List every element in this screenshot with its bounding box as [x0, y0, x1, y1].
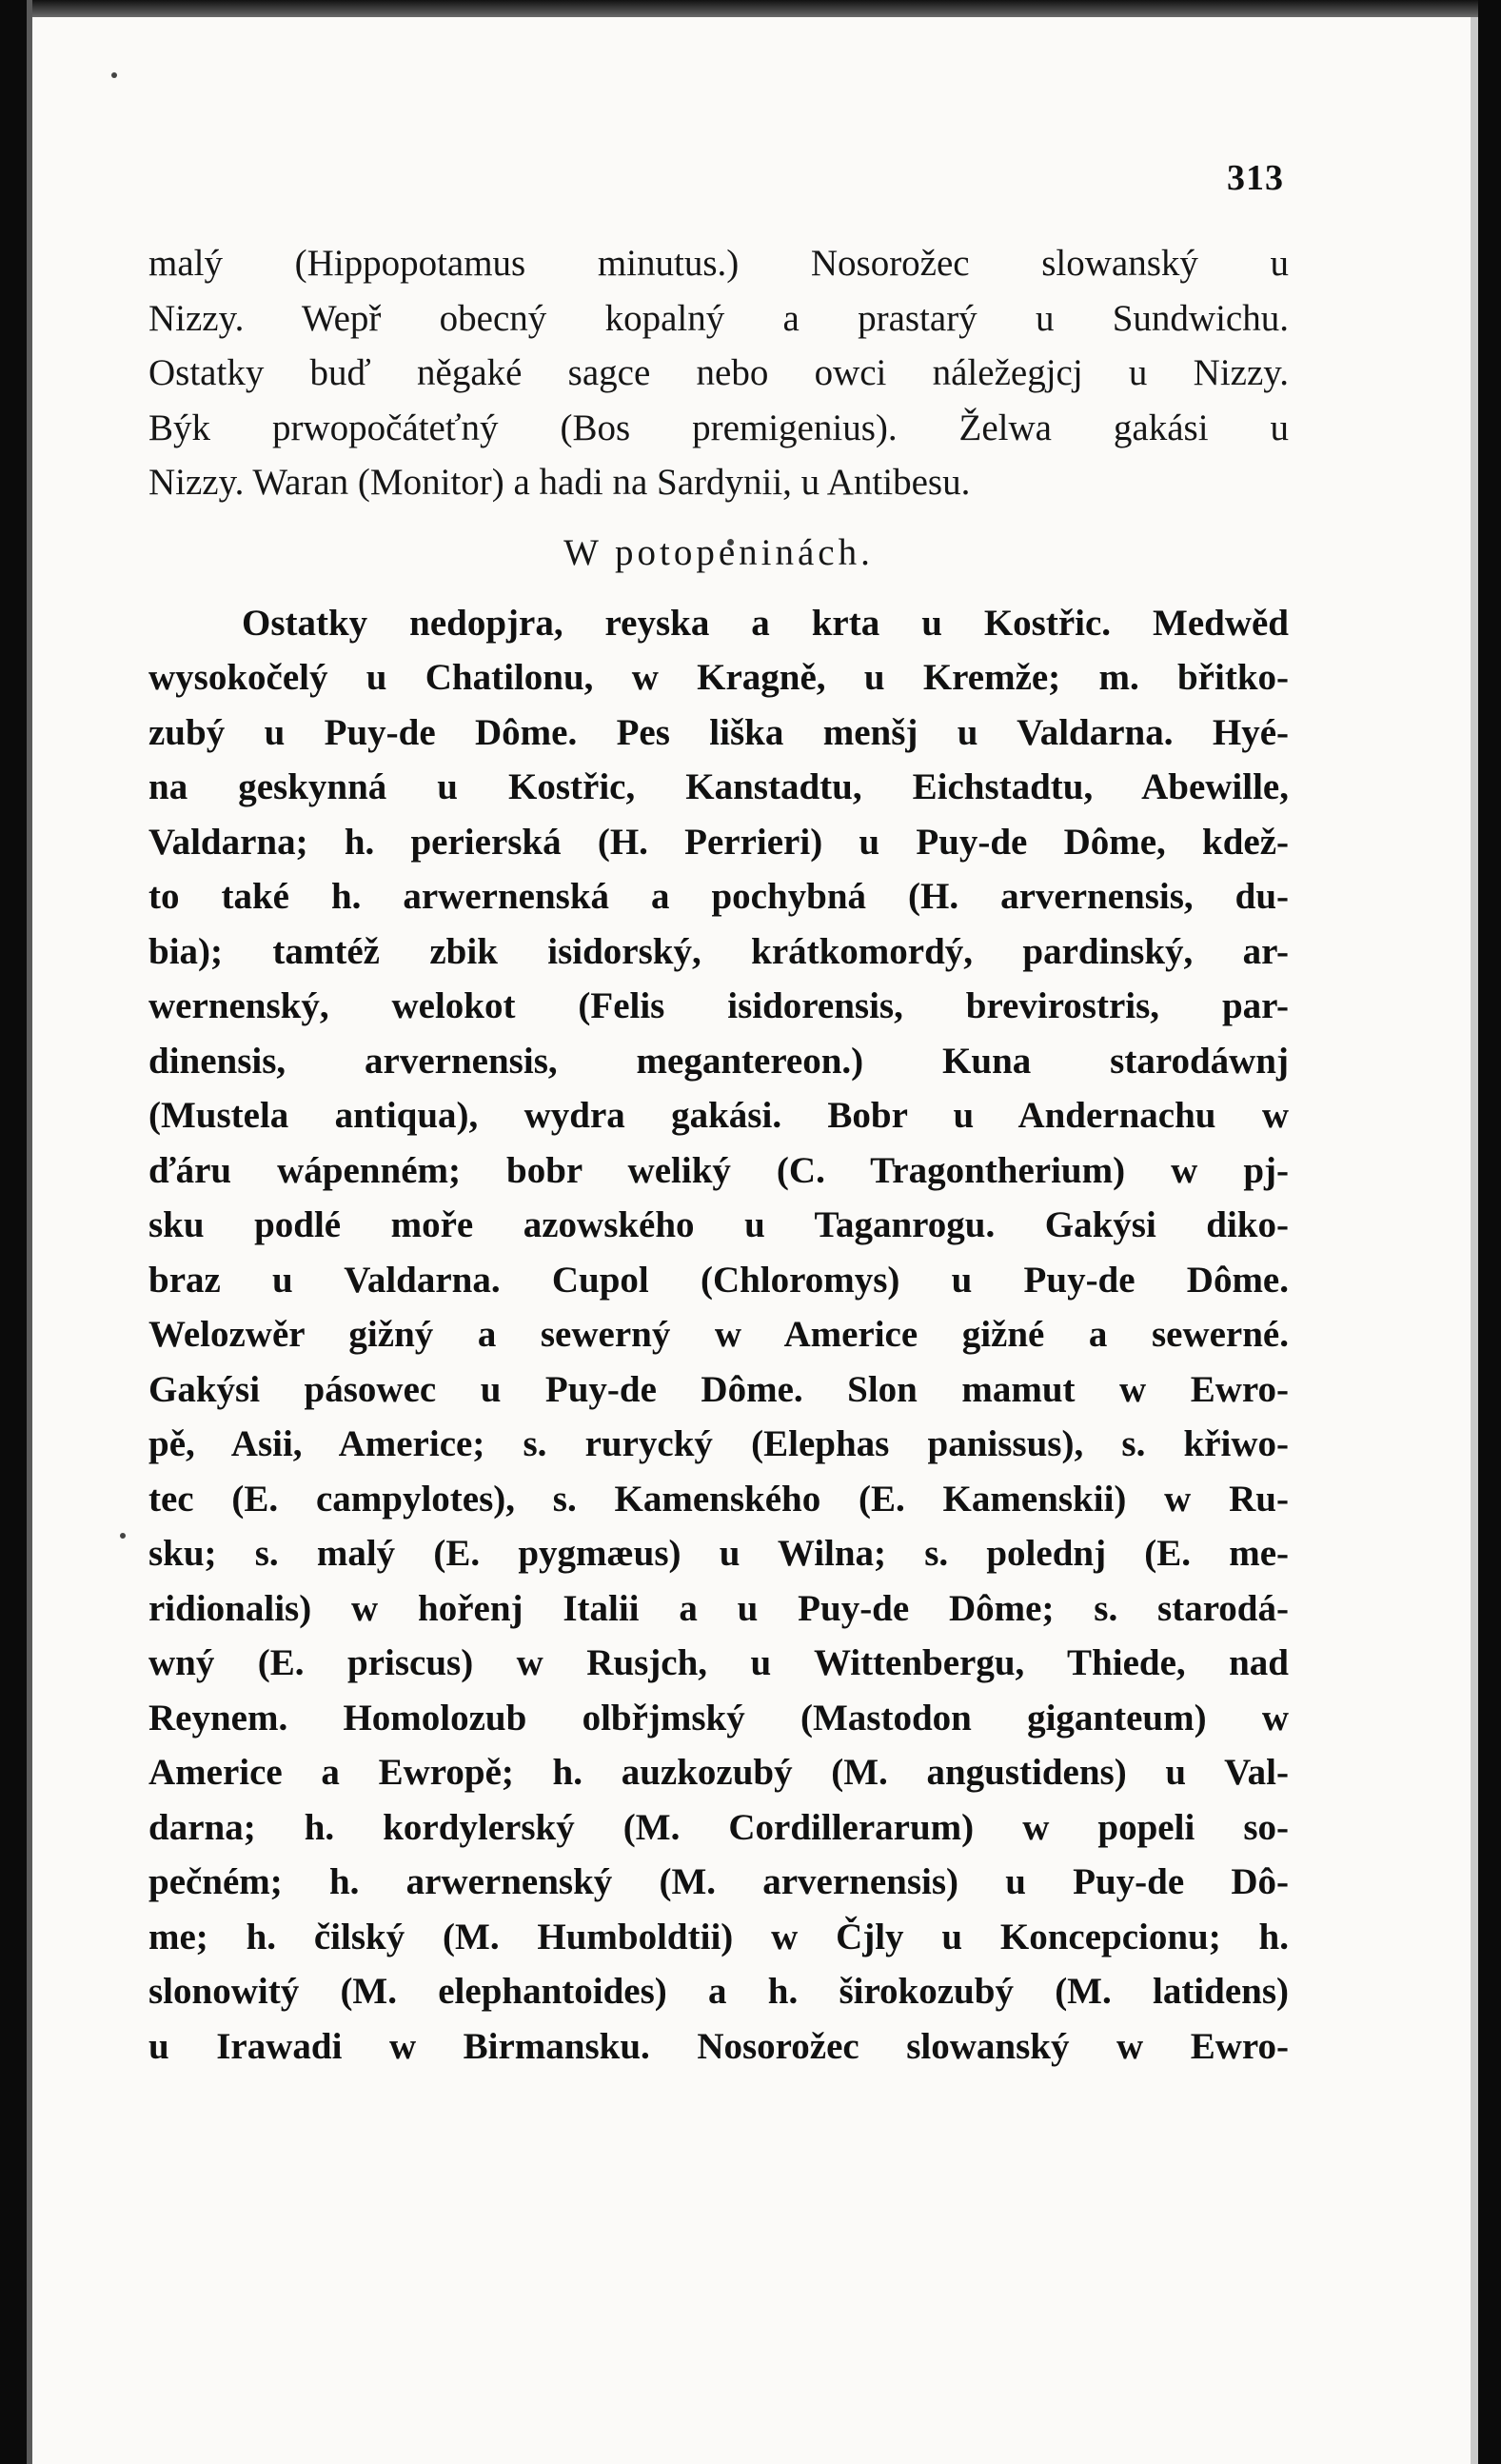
text-line: u Irawadi w Birmansku. Nosorožec slowanský w Ewro-: [148, 2025, 1289, 2067]
scan-border-right: [1478, 0, 1501, 2464]
text-line: slonowitý (M. elephantoides) a h. širokozubý (M. latidens): [148, 1971, 1289, 2012]
text-line: sku; s. malý (E. pygmæus) u Wilna; s. polednj (E. me-: [148, 1533, 1289, 1574]
text-line: darna; h. kordylerský (M. Cordillerarum) w popeli so-: [148, 1806, 1289, 1848]
text-line: Nizzy. Wepř obecný kopalný a prastarý u Sundwichu.: [148, 297, 1289, 339]
text-line: pečném; h. arwernenský (M. arvernensis) u Puy-de Dô-: [148, 1861, 1289, 1902]
text-line: zubý u Puy-de Dôme. Pes liška menšj u Valdarna. Hyé-: [148, 711, 1289, 753]
text-line: (Mustela antiqua), wydra gakási. Bobr u Andernachu w: [148, 1095, 1289, 1136]
paragraph-main: [148, 596, 1289, 2075]
text-line: wysokočelý u Chatilonu, w Kragně, u Kremže; m. břitko-: [148, 657, 1289, 698]
text-line: sku podlé moře azowského u Taganrogu. Gakýsi diko-: [148, 1204, 1289, 1245]
text-line: Americe a Ewropě; h. auzkozubý (M. angustidens) u Val-: [148, 1752, 1289, 1793]
text-line: Gakýsi pásowec u Puy-de Dôme. Slon mamut w Ewro-: [148, 1368, 1289, 1410]
text-line: wný (E. priscus) w Rusjch, u Wittenbergu, Thiede, nad: [148, 1642, 1289, 1683]
text-line: dinensis, arvernensis, megantereon.) Kuna starodáwnj: [148, 1040, 1289, 1082]
scan-speck: [120, 1533, 126, 1539]
text-line: wernenský, welokot (Felis isidorensis, brevirostris, par-: [148, 985, 1289, 1026]
text-line: malý (Hippopotamus minutus.) Nosorožec slowanský u: [148, 243, 1289, 284]
text-line: tec (E. campylotes), s. Kamenského (E. Kamenskii) w Ru-: [148, 1478, 1289, 1520]
page-number: 313: [1227, 158, 1284, 198]
text-line: pě, Asii, Americe; s. rurycký (Elephas panissus), s. křiwo-: [148, 1423, 1289, 1464]
text-line: Nizzy. Waran (Monitor) a hadi na Sardynii, u Antibesu.: [148, 462, 971, 503]
text-line: na geskynná u Kostřic, Kanstadtu, Eichstadtu, Abewille,: [148, 766, 1289, 807]
text-line: braz u Valdarna. Cupol (Chloromys) u Puy-de Dôme.: [148, 1259, 1289, 1301]
text-line: Valdarna; h. perierská (H. Perrieri) u Puy-de Dôme, kdež-: [148, 821, 1289, 863]
scan-border-top: [32, 0, 1478, 17]
text-line: bia); tamtéž zbik isidorský, krátkomordý, pardinský, ar-: [148, 930, 1289, 972]
scan-speck: [111, 72, 117, 78]
scan-border-left: [0, 0, 32, 2464]
text-line: to také h. arwernenská a pochybná (H. arvernensis, du-: [148, 876, 1289, 917]
text-line: Býk prwopočáteťný (Bos premigenius). Želwa gakási u: [148, 407, 1289, 448]
page-body: [148, 236, 1289, 2074]
text-line: me; h. čilský (M. Humboldtii) w Čjly u Koncepcionu; h.: [148, 1916, 1289, 1957]
text-line: Ostatky buď něgaké sagce nebo owci náležegjcj u Nizzy.: [148, 352, 1289, 393]
section-heading: W potopeninách.: [563, 531, 874, 573]
text-line: Reynem. Homolozub olbřjmský (Mastodon giganteum) w: [148, 1697, 1289, 1739]
text-line: Welozwěr gižný a sewerný w Americe gižné a sewerné.: [148, 1314, 1289, 1355]
text-line: ďáru wápenném; bobr weliký (C. Tragontherium) w pj-: [148, 1149, 1289, 1191]
text-line: Ostatky nedopjra, reyska a krta u Kostřic. Medwěd: [242, 602, 1289, 644]
paragraph-intro: [148, 236, 1289, 510]
text-line: ridionalis) w hořenj Italii a u Puy-de Dôme; s. starodá-: [148, 1587, 1289, 1629]
